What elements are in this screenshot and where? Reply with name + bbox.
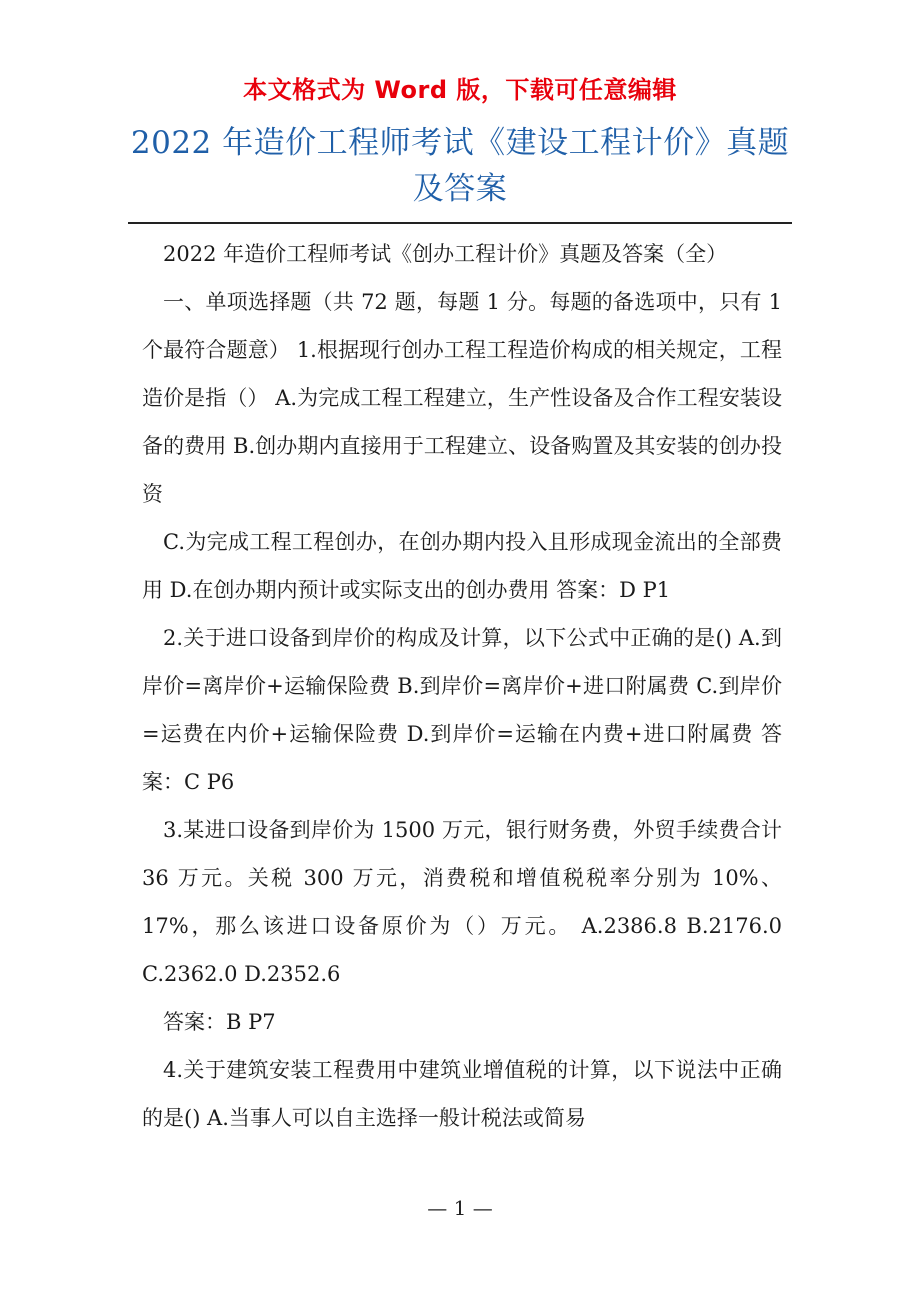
body-paragraph: 2.关于进口设备到岸价的构成及计算，以下公式中正确的是() A.到岸价=离岸价+运输保险费 B.到岸价=离岸价+进口附属费 C.到岸价=运费在内价+运输保险费 D.到岸价=运输在内费+进口附属费 答案：C P6 [142,626,782,794]
body-paragraph: 4.关于建筑安装工程费用中建筑业增值税的计算，以下说法中正确的是() A.当事人可以自主选择一般计税法或简易 [142,1058,782,1130]
body-paragraph: C.为完成工程工程创办，在创办期内投入且形成现金流出的全部费用 D.在创办期内预计或实际支出的创办费用 答案：D P1 [142,530,782,602]
page-number: — 1 — [427,1196,493,1220]
body-paragraph: 答案：B P7 [163,1010,276,1034]
title-divider [128,222,792,224]
body-paragraph: 一、单项选择题（共 72 题，每题 1 分。每题的备选项中，只有 1 个最符合题意） 1.根据现行创办工程工程造价构成的相关规定，工程造价是指（） A.为完成工程工程建立，生产性设备及合作工程安装设备的费用 B.创办期内直接用于工程建立、设备购置及其安装的创办投资 [142,290,782,506]
document-body [142,230,782,1142]
body-paragraph: 3.某进口设备到岸价为 1500 万元，银行财务费，外贸手续费合计 36 万元。关税 300 万元，消费税和增值税税率分别为 10%、17%，那么该进口设备原价为（）万元。 A.2386.8 B.2176.0 C.2362.0 D.2352.6 [142,818,782,986]
body-paragraph: 2022 年造价工程师考试《创办工程计价》真题及答案（全） [163,242,728,266]
document-title: 2022 年造价工程师考试《建设工程计价》真题及答案 [130,125,790,207]
format-notice: 本文格式为 Word 版，下载可任意编辑 [243,76,677,104]
